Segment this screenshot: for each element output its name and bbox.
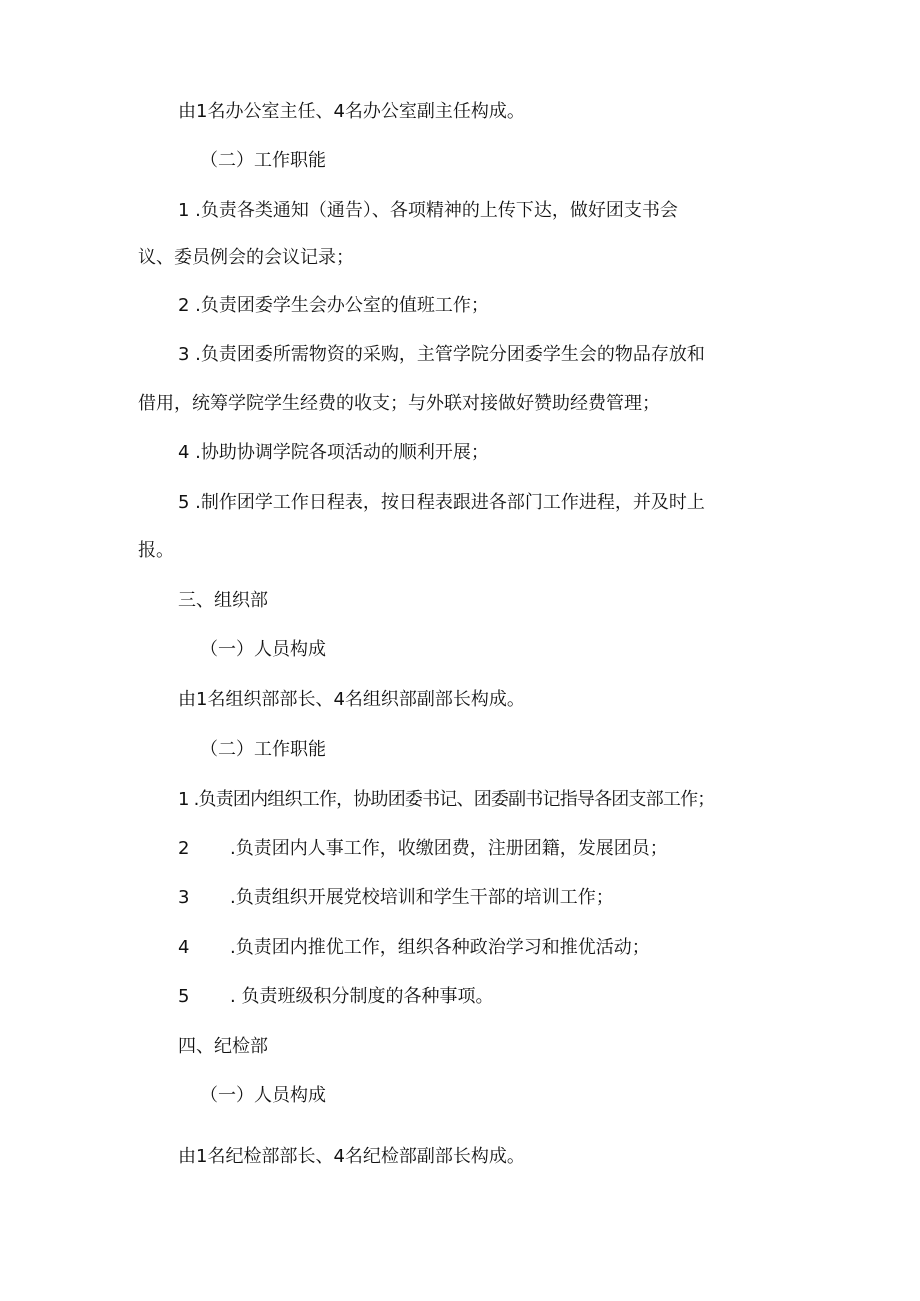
- section-subheading: （二）工作职能: [200, 739, 326, 760]
- list-item-number: 5: [178, 986, 190, 1007]
- list-item: .负责组织开展党校培训和学生干部的培训工作；: [230, 887, 614, 908]
- list-item: .负责团内人事工作，收缴团费，注册团籍，发展团员；: [230, 838, 668, 859]
- paragraph-line: 由1名办公室主任、4名办公室副主任构成。: [178, 101, 525, 122]
- list-item: 3 .负责团委所需物资的采购，主管学院分团委学生会的物品存放和: [178, 344, 705, 365]
- section-subheading: （一）人员构成: [200, 639, 326, 660]
- paragraph-line: 由1名纪检部部长、4名纪检部副部长构成。: [178, 1146, 525, 1167]
- paragraph-line: 由1名组织部部长、4名组织部副部长构成。: [178, 689, 525, 710]
- section-heading: 三、组织部: [178, 590, 268, 611]
- paragraph-line: 报。: [138, 540, 174, 561]
- list-item: 4 .协助协调学院各项活动的顺利开展；: [178, 442, 489, 463]
- section-subheading: （一）人员构成: [200, 1085, 326, 1106]
- list-item: 2 .负责团委学生会办公室的值班工作；: [178, 295, 489, 316]
- section-heading: 四、纪检部: [178, 1036, 268, 1057]
- list-item-number: 4: [178, 937, 190, 958]
- list-item: 1 .负责各类通知（通告）、各项精神的上传下达，做好团支书会: [178, 200, 678, 221]
- list-item-number: 2: [178, 838, 190, 859]
- list-item: . 负责班级积分制度的各种事项。: [230, 986, 494, 1007]
- list-item-number: 3: [178, 887, 190, 908]
- list-item: .负责团内推优工作，组织各种政治学习和推优活动；: [230, 937, 650, 958]
- section-subheading: （二）工作职能: [200, 150, 326, 171]
- paragraph-line: 借用，统筹学院学生经费的收支；与外联对接做好赞助经费管理；: [138, 393, 660, 414]
- list-item: 1 .负责团内组织工作，协助团委书记、团委副书记指导各团支部工作；: [178, 789, 715, 810]
- paragraph-line: 议、委员例会的会议记录；: [138, 247, 354, 268]
- list-item: 5 .制作团学工作日程表，按日程表跟进各部门工作进程，并及时上: [178, 492, 705, 513]
